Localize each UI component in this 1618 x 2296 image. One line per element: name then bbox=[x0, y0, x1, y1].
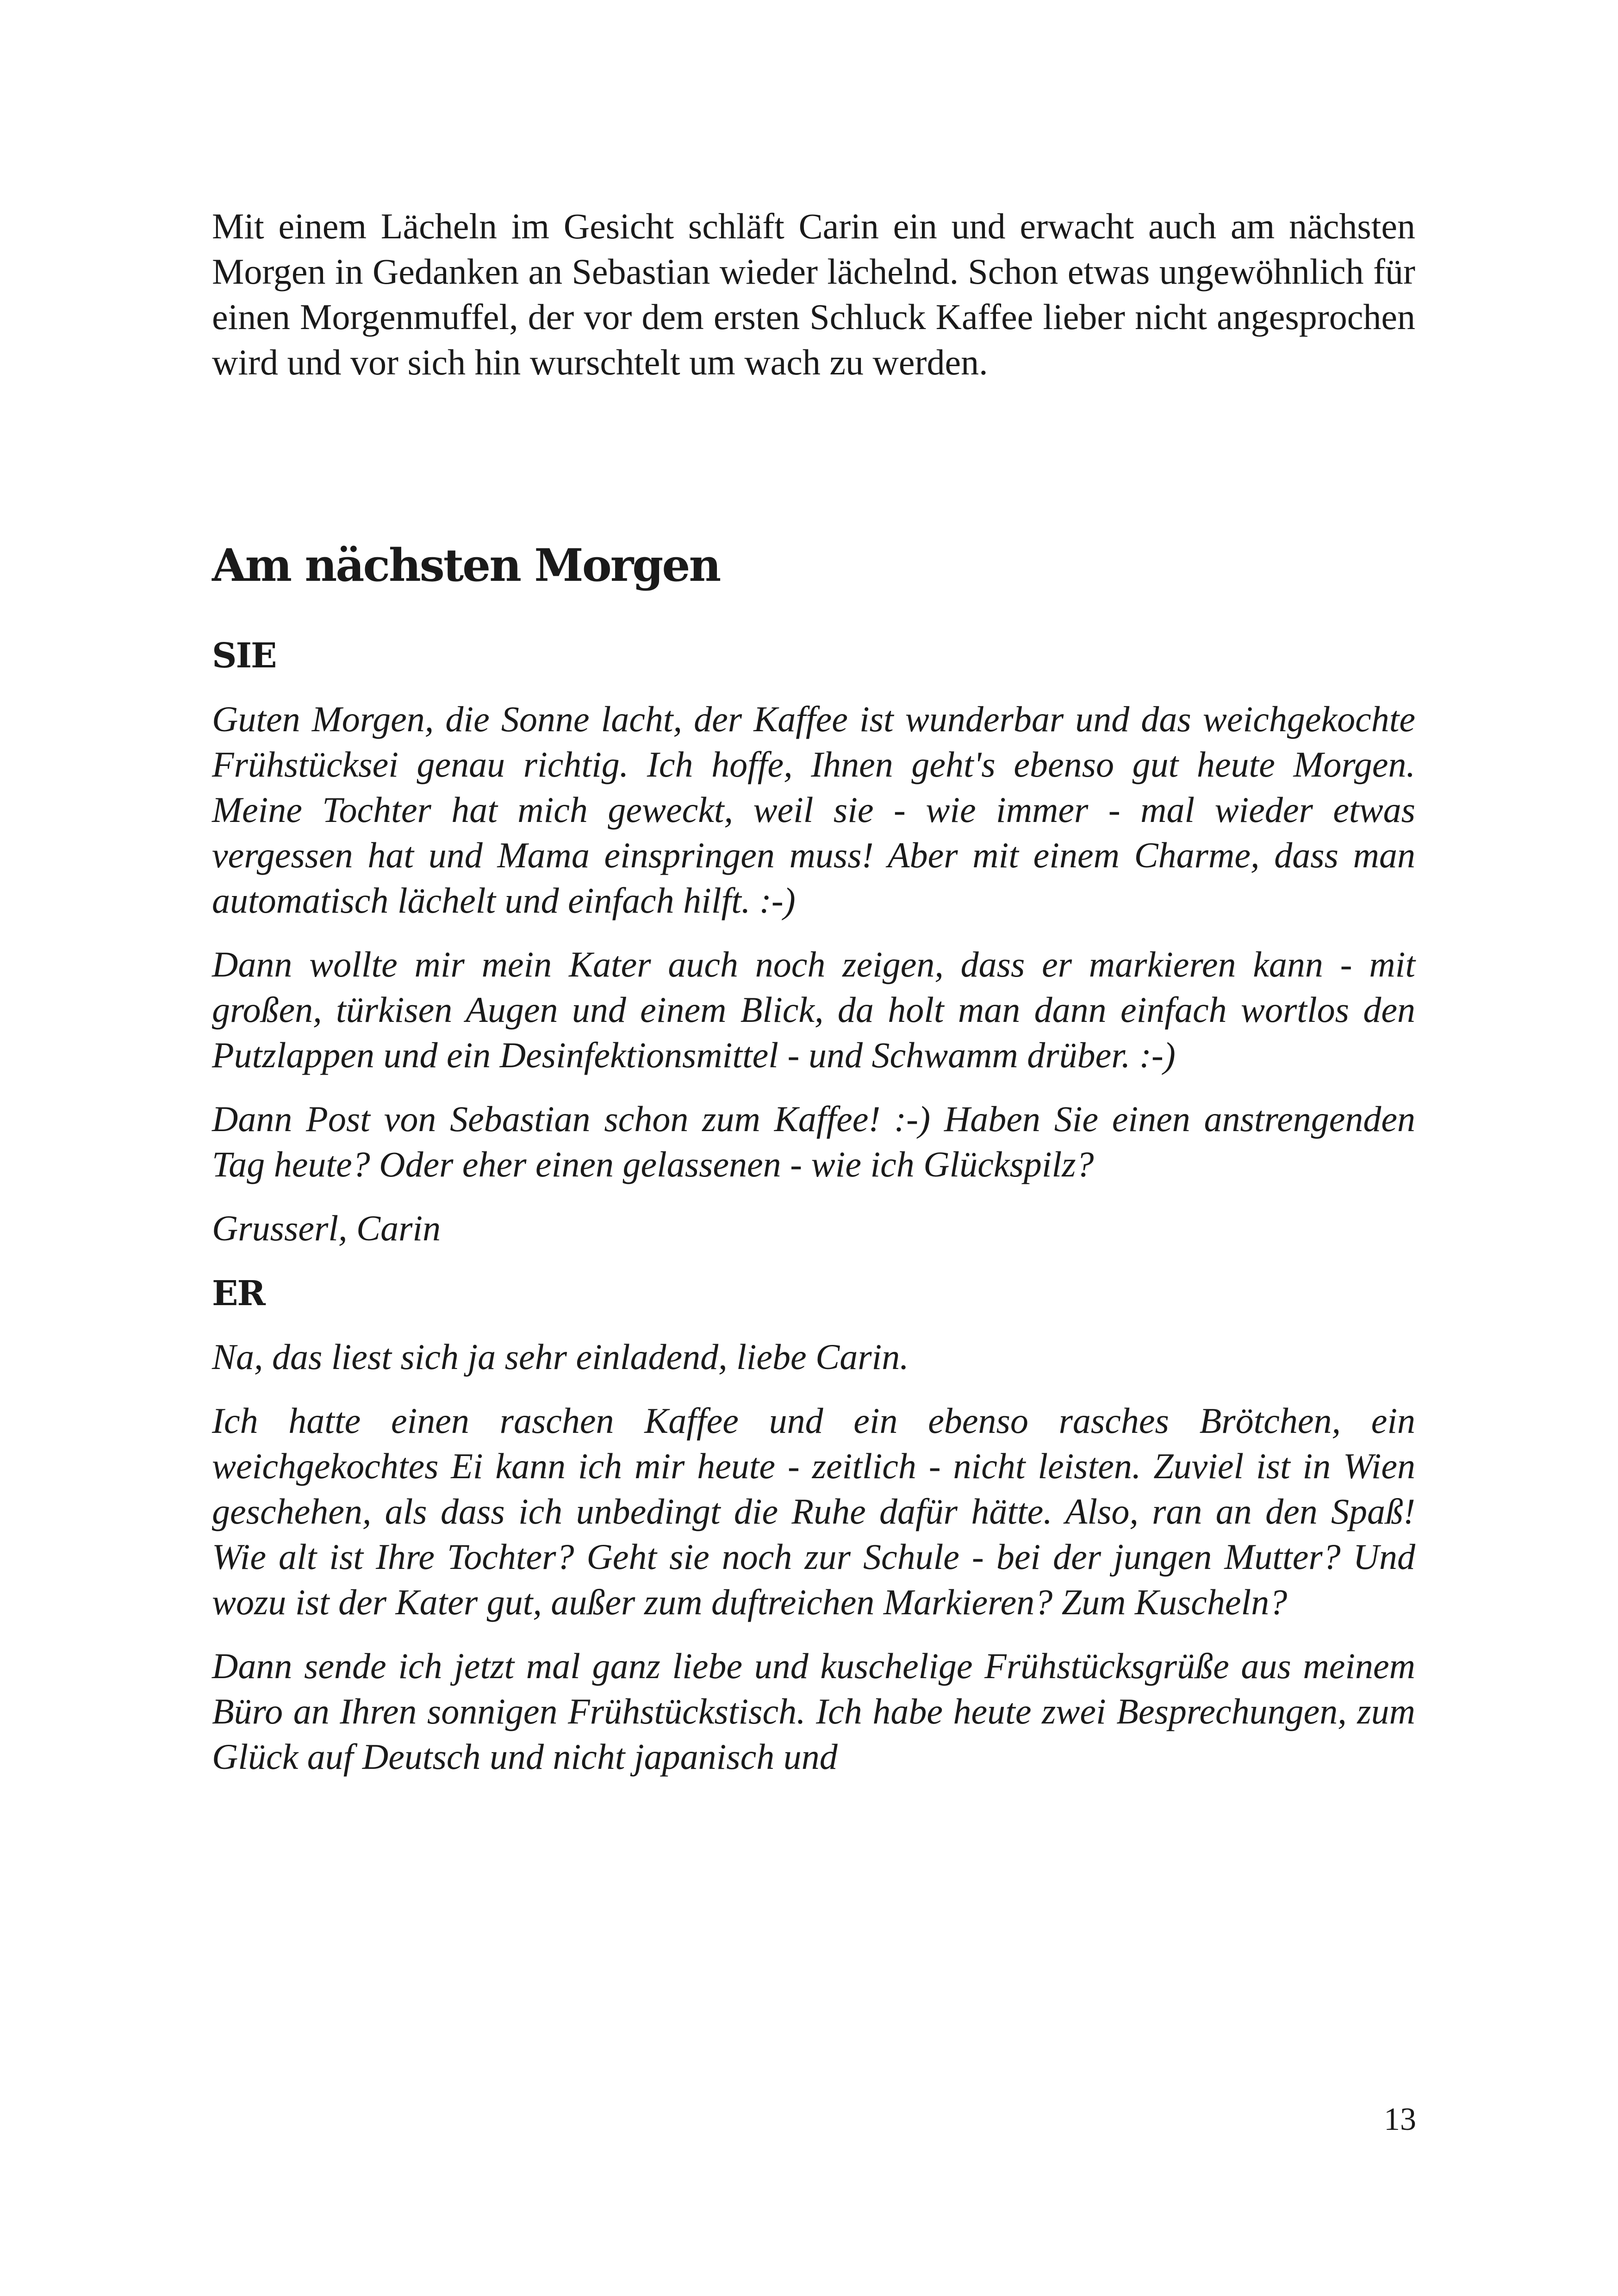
message-paragraph: Guten Morgen, die Sonne lacht, der Kaffee ist wunderbar und das weichgekochte Frühstücksei genau richtig. Ich hoffe, Ihnen geht's ebenso gut heute Morgen. Meine Tochter hat mich geweckt, weil sie - wie immer - mal wieder etwas vergessen hat und Mama einspringen muss! Aber mit einem Charme, dass man automatisch lächelt und einfach hilft. :-) bbox=[212, 699, 1415, 921]
page-number: 13 bbox=[1384, 2102, 1416, 2137]
message-paragraph: Dann wollte mir mein Kater auch noch zeigen, dass er markieren kann - mit großen, türkisen Augen und einem Blick, da holt man dann einfach wortlos den Putzlappen und ein Desinfektionsmittel - und Schwamm drüber. :-) bbox=[212, 944, 1415, 1075]
speaker-label-sie: SIE bbox=[212, 636, 276, 676]
page-content bbox=[212, 204, 1415, 1780]
message-signature: Grusserl, Carin bbox=[212, 1208, 441, 1248]
message-paragraph: Dann Post von Sebastian schon zum Kaffee! :-) Haben Sie einen anstrengenden Tag heute? Oder eher einen gelassenen - wie ich Glückspilz? bbox=[212, 1099, 1415, 1184]
message-sie bbox=[212, 697, 1415, 1251]
intro-paragraph: Mit einem Lächeln im Gesicht schläft Carin ein und erwacht auch am nächsten Morgen in Gedanken an Sebastian wieder lächelnd. Schon etwas ungewöhnlich für einen Morgenmuffel, der vor dem ersten Schluck Kaffee lieber nicht angesprochen wird und vor sich hin wurschtelt um wach zu werden. bbox=[212, 206, 1415, 382]
speaker-label-er: ER bbox=[212, 1274, 265, 1313]
message-paragraph: Na, das liest sich ja sehr einladend, liebe Carin. bbox=[212, 1337, 909, 1377]
message-paragraph: Ich hatte einen raschen Kaffee und ein ebenso rasches Brötchen, ein weichgekochtes Ei kann ich mir heute - zeitlich - nicht leisten. Zuviel ist in Wien geschehen, als dass ich unbedingt die Ruhe dafür hätte. Also, ran an den Spaß! Wie alt ist Ihre Tochter? Geht sie noch zur Schule - bei der jungen Mutter? Und wozu ist der Kater gut, außer zum duftreichen Markieren? Zum Kuscheln? bbox=[212, 1400, 1415, 1622]
message-paragraph: Dann sende ich jetzt mal ganz liebe und kuschelige Frühstücksgrüße aus meinem Büro an Ihren sonnigen Frühstückstisch. Ich habe heute zwei Besprechungen, zum Glück auf Deutsch und nicht japanisch und bbox=[212, 1646, 1415, 1777]
message-er bbox=[212, 1334, 1415, 1780]
chapter-heading: Am nächsten Morgen bbox=[212, 539, 720, 591]
